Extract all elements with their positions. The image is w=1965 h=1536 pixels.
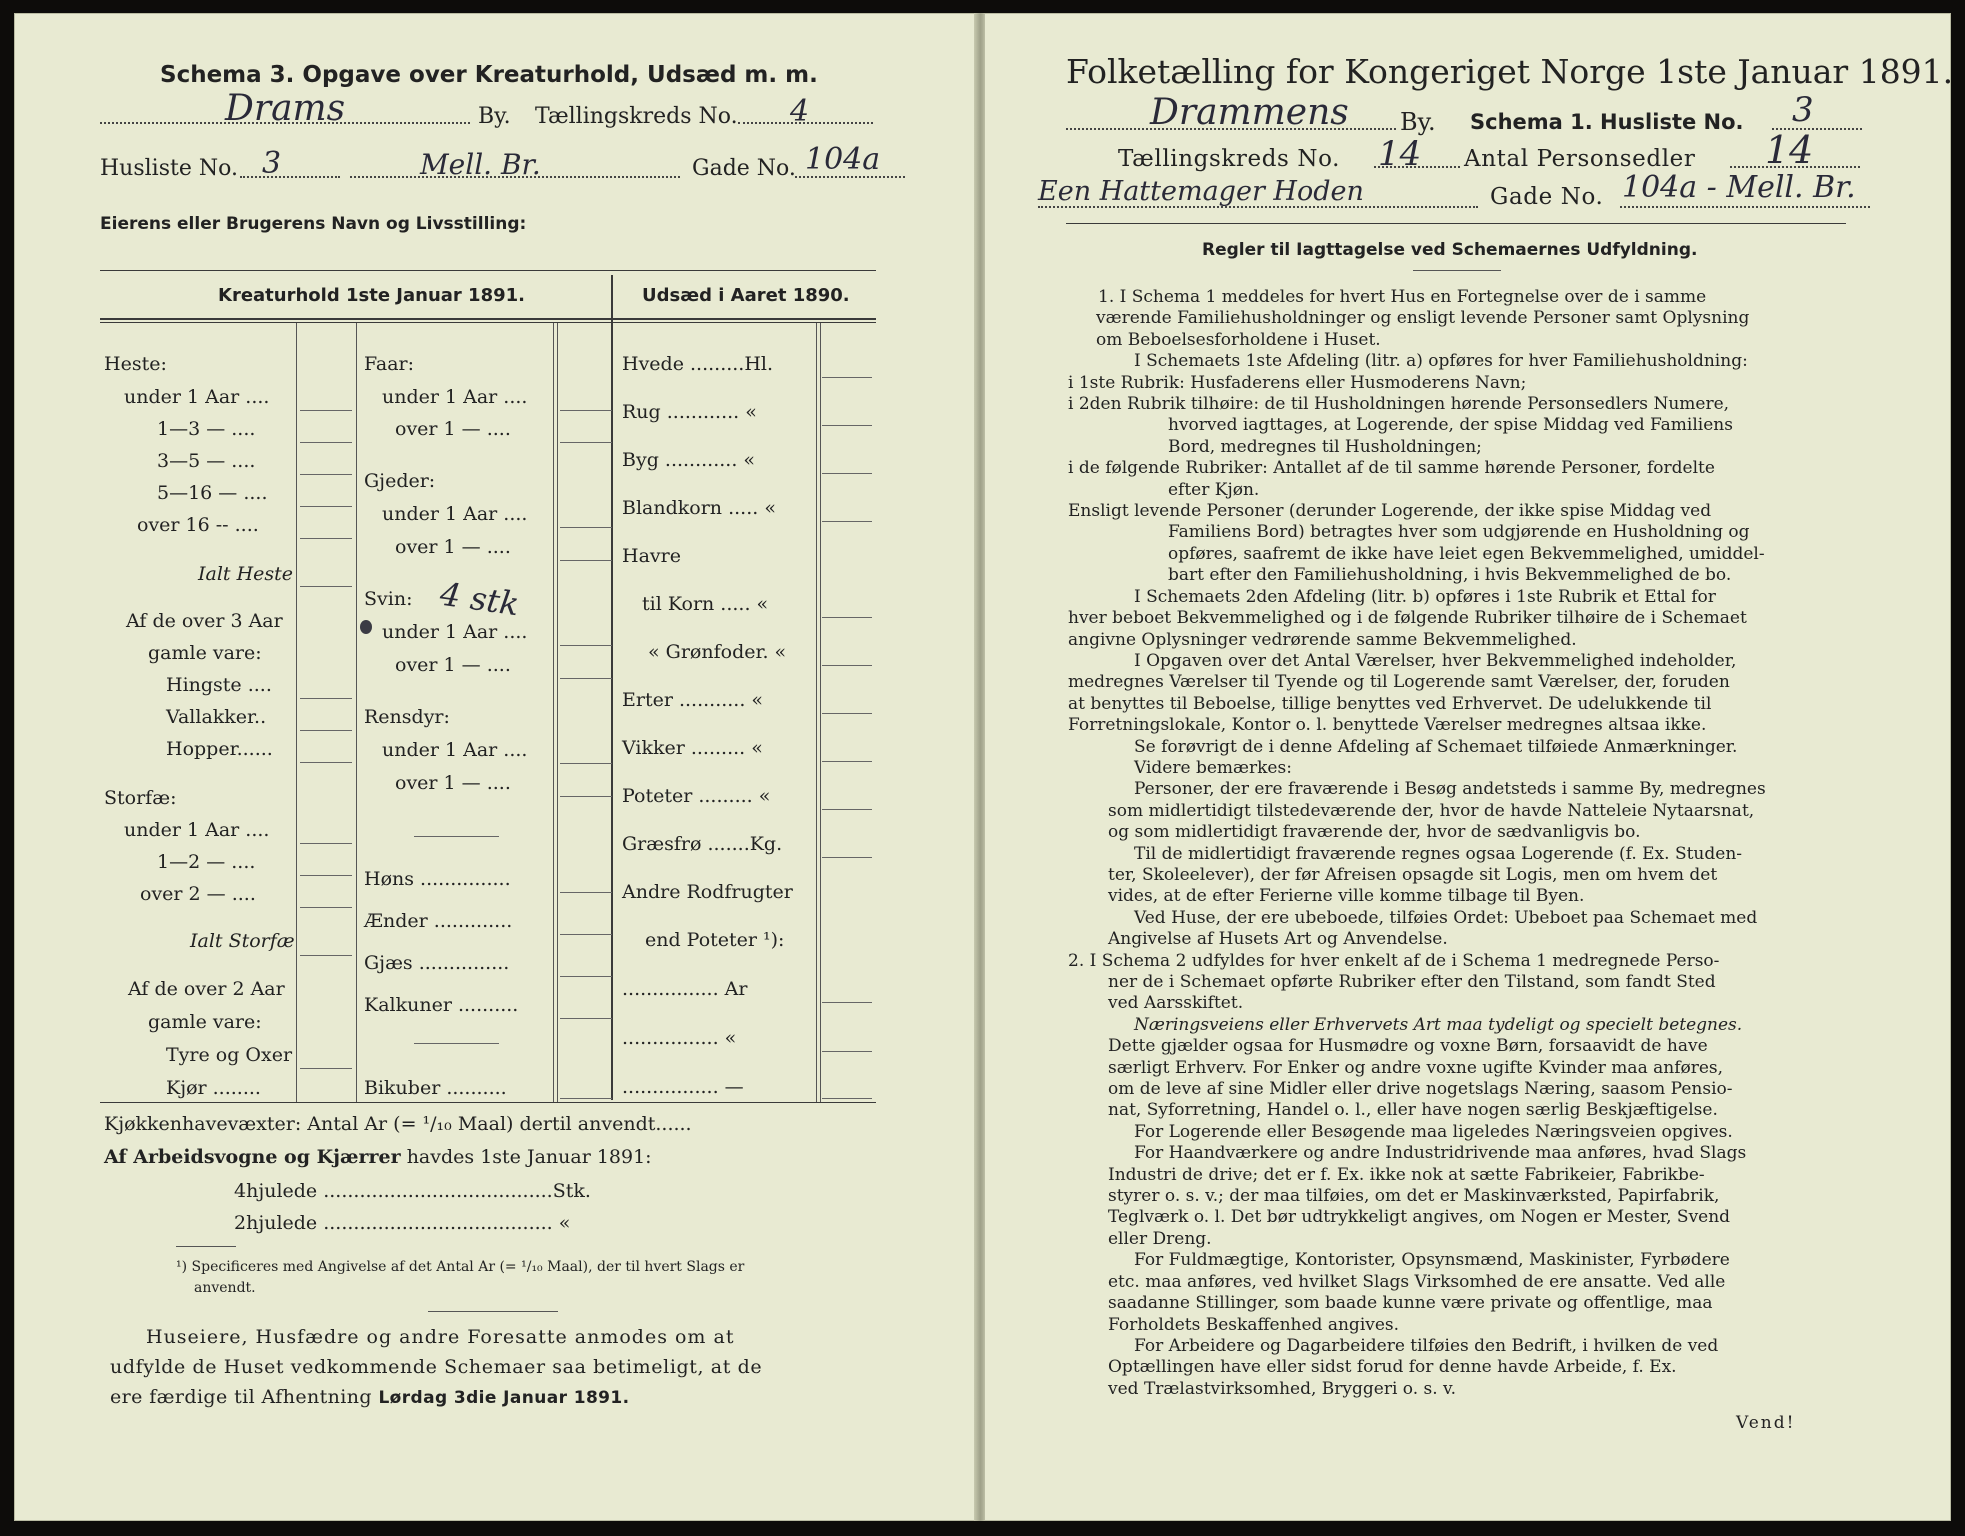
faar-row: over 1 — .... (395, 418, 511, 440)
gjeder-row: under 1 Aar .... (382, 503, 528, 525)
rule-line: Dette gjælder ogsaa for Husmødre og voxne Børn, forsaavidt de have (1108, 1036, 1708, 1057)
end-poteter: end Poteter ¹): (645, 929, 785, 951)
bottom-notice: udfylde de Huset vedkommende Schemaer saa betimeligt, at de (110, 1356, 763, 1378)
rensdyr-row: under 1 Aar .... (382, 739, 528, 761)
rule-line: Teglværk o. l. Det bør udtrykkeligt angives, om Nogen er Mester, Svend (1108, 1207, 1731, 1228)
vikker: Vikker ......... « (622, 737, 763, 759)
heste-row: 5—16 — .... (157, 482, 268, 504)
rule-line: 1. I Schema 1 meddeles for hvert Hus en Fortegnelse over de i samme (1098, 287, 1707, 307)
rule-line: For Fuldmægtige, Kontorister, Opsynsmænd, Maskinister, Fyrbødere (1134, 1250, 1730, 1271)
kreds-label: Tællingskreds No. (535, 104, 738, 129)
rule-line: om Beboelsesforholdene i Huset. (1096, 329, 1381, 350)
rule-line: Ensligt levende Personer (derunder Logerende, der ikke spise Middag ved (1068, 501, 1712, 522)
rule-line: styrer o. s. v.; der maa tilføies, om det er Maskinværksted, Papirfabrik, (1108, 1186, 1720, 1207)
blank-line: ................ « (622, 1027, 737, 1049)
storfae-label: Storfæ: (104, 787, 177, 809)
footnote-cont: anvendt. (194, 1280, 256, 1296)
kreaturhold-heading: Kreaturhold 1ste Januar 1891. (218, 285, 525, 306)
rule-line: Ved Huse, der ere ubeboede, tilføies Ordet: Ubeboet paa Schemaet med (1134, 907, 1758, 928)
rule-line: i 1ste Rubrik: Husfaderens eller Husmoderens Navn; (1068, 372, 1527, 393)
hopper: Hopper...... (166, 738, 273, 760)
erter: Erter ........... « (622, 689, 764, 711)
rule-line: Se forøvrigt de i denne Afdeling af Schemaet tilføiede Anmærkninger. (1134, 736, 1738, 757)
gjeder-label: Gjeder: (364, 470, 436, 492)
gamle-vare: gamle vare: (148, 642, 262, 664)
andre-rodfrugter: Andre Rodfrugter (622, 881, 793, 903)
rule-line: i 2den Rubrik tilhøire: de til Husholdningen hørende Personsedlers Numere, (1068, 394, 1730, 415)
hingste: Hingste .... (166, 674, 272, 696)
rule-line: Videre bemærkes: (1134, 757, 1292, 778)
rule-line: I Schemaets 2den Afdeling (litr. b) opføres i 1ste Rubrik et Ettal for (1134, 586, 1716, 607)
udsaed-heading: Udsæd i Aaret 1890. (642, 285, 850, 306)
ialt-heste: Ialt Heste (198, 563, 294, 585)
arbeid-line: Af Arbeidsvogne og Kjærrer havdes 1ste Januar 1891: (104, 1146, 652, 1168)
kjokken-line: Kjøkkenhavevæxter: Antal Ar (= ¹/₁₀ Maal) dertil anvendt...... (104, 1113, 692, 1135)
faar-label: Faar: (364, 353, 415, 375)
rule-line: ved Trælastvirksomhed, Bryggeri o. s. v. (1108, 1378, 1457, 1399)
blandkorn: Blandkorn ..... « (622, 497, 776, 519)
hvede: Hvede .........Hl. (622, 353, 774, 375)
regler-heading: Regler til Iagttagelse ved Schemaernes Udfyldning. (1202, 240, 1698, 260)
rule-line: Bord, medregnes til Husholdningen; (1168, 436, 1482, 457)
bikuber: Bikuber .......... (364, 1077, 507, 1099)
rule-line: For Logerende eller Besøgende maa ligeledes Næringsveien opgives. (1134, 1121, 1733, 1142)
rule-line: ner de i Schemaet opførte Rubriker efter den Tilstand, som fandt Sted (1108, 972, 1716, 992)
ar-line: ................ Ar (622, 978, 748, 1000)
street-handwritten: Mell. Br. (420, 148, 541, 181)
svin-label: Svin: (364, 588, 413, 610)
footnote: ¹) Specificeres med Angivelse af det Antal Ar (= ¹/₁₀ Maal), der til hvert Slags er (176, 1259, 745, 1275)
heste-row: 3—5 — .... (157, 450, 256, 472)
rule-line: etc. maa anføres, ved hvilket Slags Virksomhed de ere ansatte. Ved alle (1108, 1271, 1726, 1292)
rule-line: Industri de drive; det er f. Ex. ikke nok at sætte Fabrikeier, Fabrikbe- (1108, 1164, 1705, 1185)
svin-row: under 1 Aar .... (382, 621, 528, 643)
gjaes: Gjæs ............... (364, 952, 510, 974)
vallakker: Vallakker.. (166, 706, 267, 728)
rule-line: medregnes Værelser til Tyende og til Logerende samt Værelser, der, foruden (1068, 672, 1730, 693)
rule-line: Til de midlertidigt fraværende regnes ogsaa Logerende (f. Ex. Studen- (1134, 843, 1743, 864)
storfae-row: under 1 Aar .... (124, 819, 270, 841)
vend-label: Vend! (1736, 1413, 1796, 1433)
to-hjulede: 2hjulede ...................................... « (234, 1212, 571, 1234)
gade-handwritten: 104a - Mell. Br. (1622, 170, 1856, 205)
kjor: Kjør ........ (166, 1077, 261, 1099)
owner-label: Eierens eller Brugerens Navn og Livsstilling: (100, 214, 527, 234)
gamle-vare-2: gamle vare: (148, 1011, 262, 1033)
rule-line: Angivelse af Husets Art og Anvendelse. (1108, 929, 1448, 950)
heste-row: 1—3 — .... (157, 418, 256, 440)
by-label: By. (1400, 108, 1436, 136)
gjeder-row: over 1 — .... (395, 536, 511, 558)
antal-handwritten: 14 (1765, 128, 1814, 172)
kreds-label: Tællingskreds No. (1118, 146, 1341, 172)
rule-line: Familiens Bord) betragtes hver som udgjørende en Husholdning og (1168, 522, 1750, 543)
rule-line: Personer, der ere fraværende i Besøg andetsteds i samme By, medregnes (1134, 779, 1766, 800)
af-over-3: Af de over 3 Aar (126, 610, 283, 632)
antal-label: Antal Personsedler (1464, 146, 1696, 172)
rule-line: og som midlertidigt fraværende der, hvor de sædvanligvis bo. (1108, 822, 1641, 843)
havre: Havre (622, 545, 681, 567)
rule-line: angivne Oplysninger vedrørende samme Bekvemmelighed. (1068, 629, 1577, 650)
rule-line: For Haandværkere og andre Industridrivende maa anføres, hvad Slags (1134, 1143, 1747, 1164)
husliste-handwritten: 3 (262, 146, 282, 181)
rule-line: at benyttes til Beboelse, tillige benyttes ved Erhvervet. De udelukkende til (1068, 693, 1712, 714)
til-korn: til Korn ..... « (642, 593, 769, 615)
storfae-row: over 2 — .... (140, 883, 256, 905)
heste-label: Heste: (104, 353, 167, 375)
bottom-notice: ere færdige til Afhentning Lørdag 3die Januar 1891. (110, 1386, 630, 1408)
rules-text (1068, 287, 1848, 1400)
rule-line: Optællingen have eller sidst forud for denne havde Arbeide, f. Ex. (1108, 1357, 1677, 1378)
kreds-handwritten: 4 (790, 94, 810, 129)
name-handwritten: Een Hattemager Hoden (1038, 176, 1364, 207)
rule-line: særligt Erhverv. For Enker og andre voxne ugifte Kvinder maa anføres, (1108, 1057, 1724, 1078)
blank-line: ................ — (622, 1076, 744, 1098)
rule-line: eller Dreng. (1108, 1228, 1212, 1249)
husliste-handwritten: 3 (1792, 90, 1814, 130)
poteter: Poteter ......... « (622, 785, 771, 807)
ink-blot (360, 620, 372, 634)
rule-line: efter Kjøn. (1168, 479, 1260, 500)
rensdyr-row: over 1 — .... (395, 772, 511, 794)
rule-line: opføres, saafremt de ikke have leiet egen Bekvemmelighed, umiddel- (1168, 543, 1765, 564)
rule-line: 2. I Schema 2 udfyldes for hver enkelt af de i Schema 1 medregnede Perso- (1068, 950, 1720, 971)
gade-label: Gade No. (1490, 184, 1604, 210)
byg: Byg ............ « (622, 449, 756, 471)
rule-line: om de leve af sine Midler eller drive nogetslags Næring, saasom Pensio- (1108, 1079, 1733, 1100)
husliste-label: Husliste No. (100, 156, 238, 181)
ialt-storfae: Ialt Storfæ (190, 930, 295, 952)
svin-row: over 1 — .... (395, 654, 511, 676)
gade-handwritten: 104a (805, 142, 881, 177)
kreds-handwritten: 14 (1378, 134, 1422, 174)
bottom-notice: Huseiere, Husfædre og andre Foresatte anmodes om at (146, 1326, 735, 1348)
fire-hjulede: 4hjulede ......................................Stk. (234, 1180, 591, 1202)
rule-line: ter, Skoleelever), der før Afreisen opsagde sit Logis, men om hvem det (1108, 864, 1718, 885)
rule-line: For Arbeidere og Dagarbeidere tilføies den Bedrift, i hvilken de ved (1134, 1335, 1719, 1356)
town-handwritten: Drams (225, 88, 346, 129)
kalkuner: Kalkuner .......... (364, 994, 519, 1016)
rule-line: saadanne Stillinger, som baade kunne være private og offentlige, maa (1108, 1293, 1713, 1314)
graesfro: Græsfrø .......Kg. (622, 833, 783, 855)
heste-row: over 16 -- .... (137, 514, 259, 536)
rule-line: ved Aarsskiftet. (1108, 993, 1244, 1014)
heste-row: under 1 Aar .... (124, 386, 270, 408)
rule-line: i de følgende Rubriker: Antallet af de til samme hørende Personer, fordelte (1068, 458, 1715, 479)
census-title: Folketælling for Kongeriget Norge 1ste Januar 1891. (1066, 52, 1954, 91)
town-handwritten: Drammens (1150, 92, 1349, 133)
schema1-label: Schema 1. Husliste No. (1470, 110, 1744, 134)
hons: Høns ............... (364, 868, 511, 890)
gronfoder: « Grønfoder. « (648, 641, 787, 663)
rule-line: I Schemaets 1ste Afdeling (litr. a) opføres for hver Familiehusholdning: (1134, 351, 1748, 372)
rule-line: hver beboet Bekvemmelighed og i de følgende Rubriker tilhøire de i Schemaet (1068, 608, 1747, 629)
rug: Rug ............ « (622, 401, 757, 423)
aender: Ænder ............. (364, 910, 513, 932)
by-label: By. (478, 104, 511, 129)
rule-line: hvorved iagttages, at Logerende, der spise Middag ved Familiens (1168, 415, 1733, 436)
af-over-2: Af de over 2 Aar (128, 978, 285, 1000)
left-page (14, 13, 977, 1521)
rule-line: bart efter den Familiehusholdning, i hvis Bekvemmelighed de bo. (1168, 565, 1732, 586)
rule-line: som midlertidigt tilstedeværende der, hvor de havde Natteleie Nytaarsnat, (1108, 800, 1755, 821)
tyre-oxer: Tyre og Oxer (166, 1044, 293, 1066)
faar-row: under 1 Aar .... (382, 386, 528, 408)
rule-line: Forretningslokale, Kontor o. l. benyttede Værelser medregnes altsaa ikke. (1068, 715, 1707, 736)
rule-line: Forholdets Beskaffenhed angives. (1108, 1314, 1400, 1335)
schema3-title: Schema 3. Opgave over Kreaturhold, Udsæd m. m. (160, 62, 818, 88)
rensdyr-label: Rensdyr: (364, 706, 450, 728)
rule-line: vides, at de efter Ferierne ville komme tilbage til Byen. (1108, 886, 1585, 907)
gade-label: Gade No. (692, 156, 796, 181)
storfae-row: 1—2 — .... (157, 851, 256, 873)
rule-line: Næringsveiens eller Erhvervets Art maa tydeligt og specielt betegnes. (1134, 1014, 1743, 1035)
rule-line: værende Familiehusholdninger og ensligt levende Personer samt Oplysning (1096, 308, 1750, 329)
rule-line: I Opgaven over det Antal Værelser, hver Bekvemmelighed indeholder, (1134, 650, 1737, 671)
svin-handwritten: 4 stk (437, 574, 522, 624)
rule-line: nat, Syforretning, Handel o. l., eller have nogen særlig Beskjæftigelse. (1108, 1100, 1718, 1121)
